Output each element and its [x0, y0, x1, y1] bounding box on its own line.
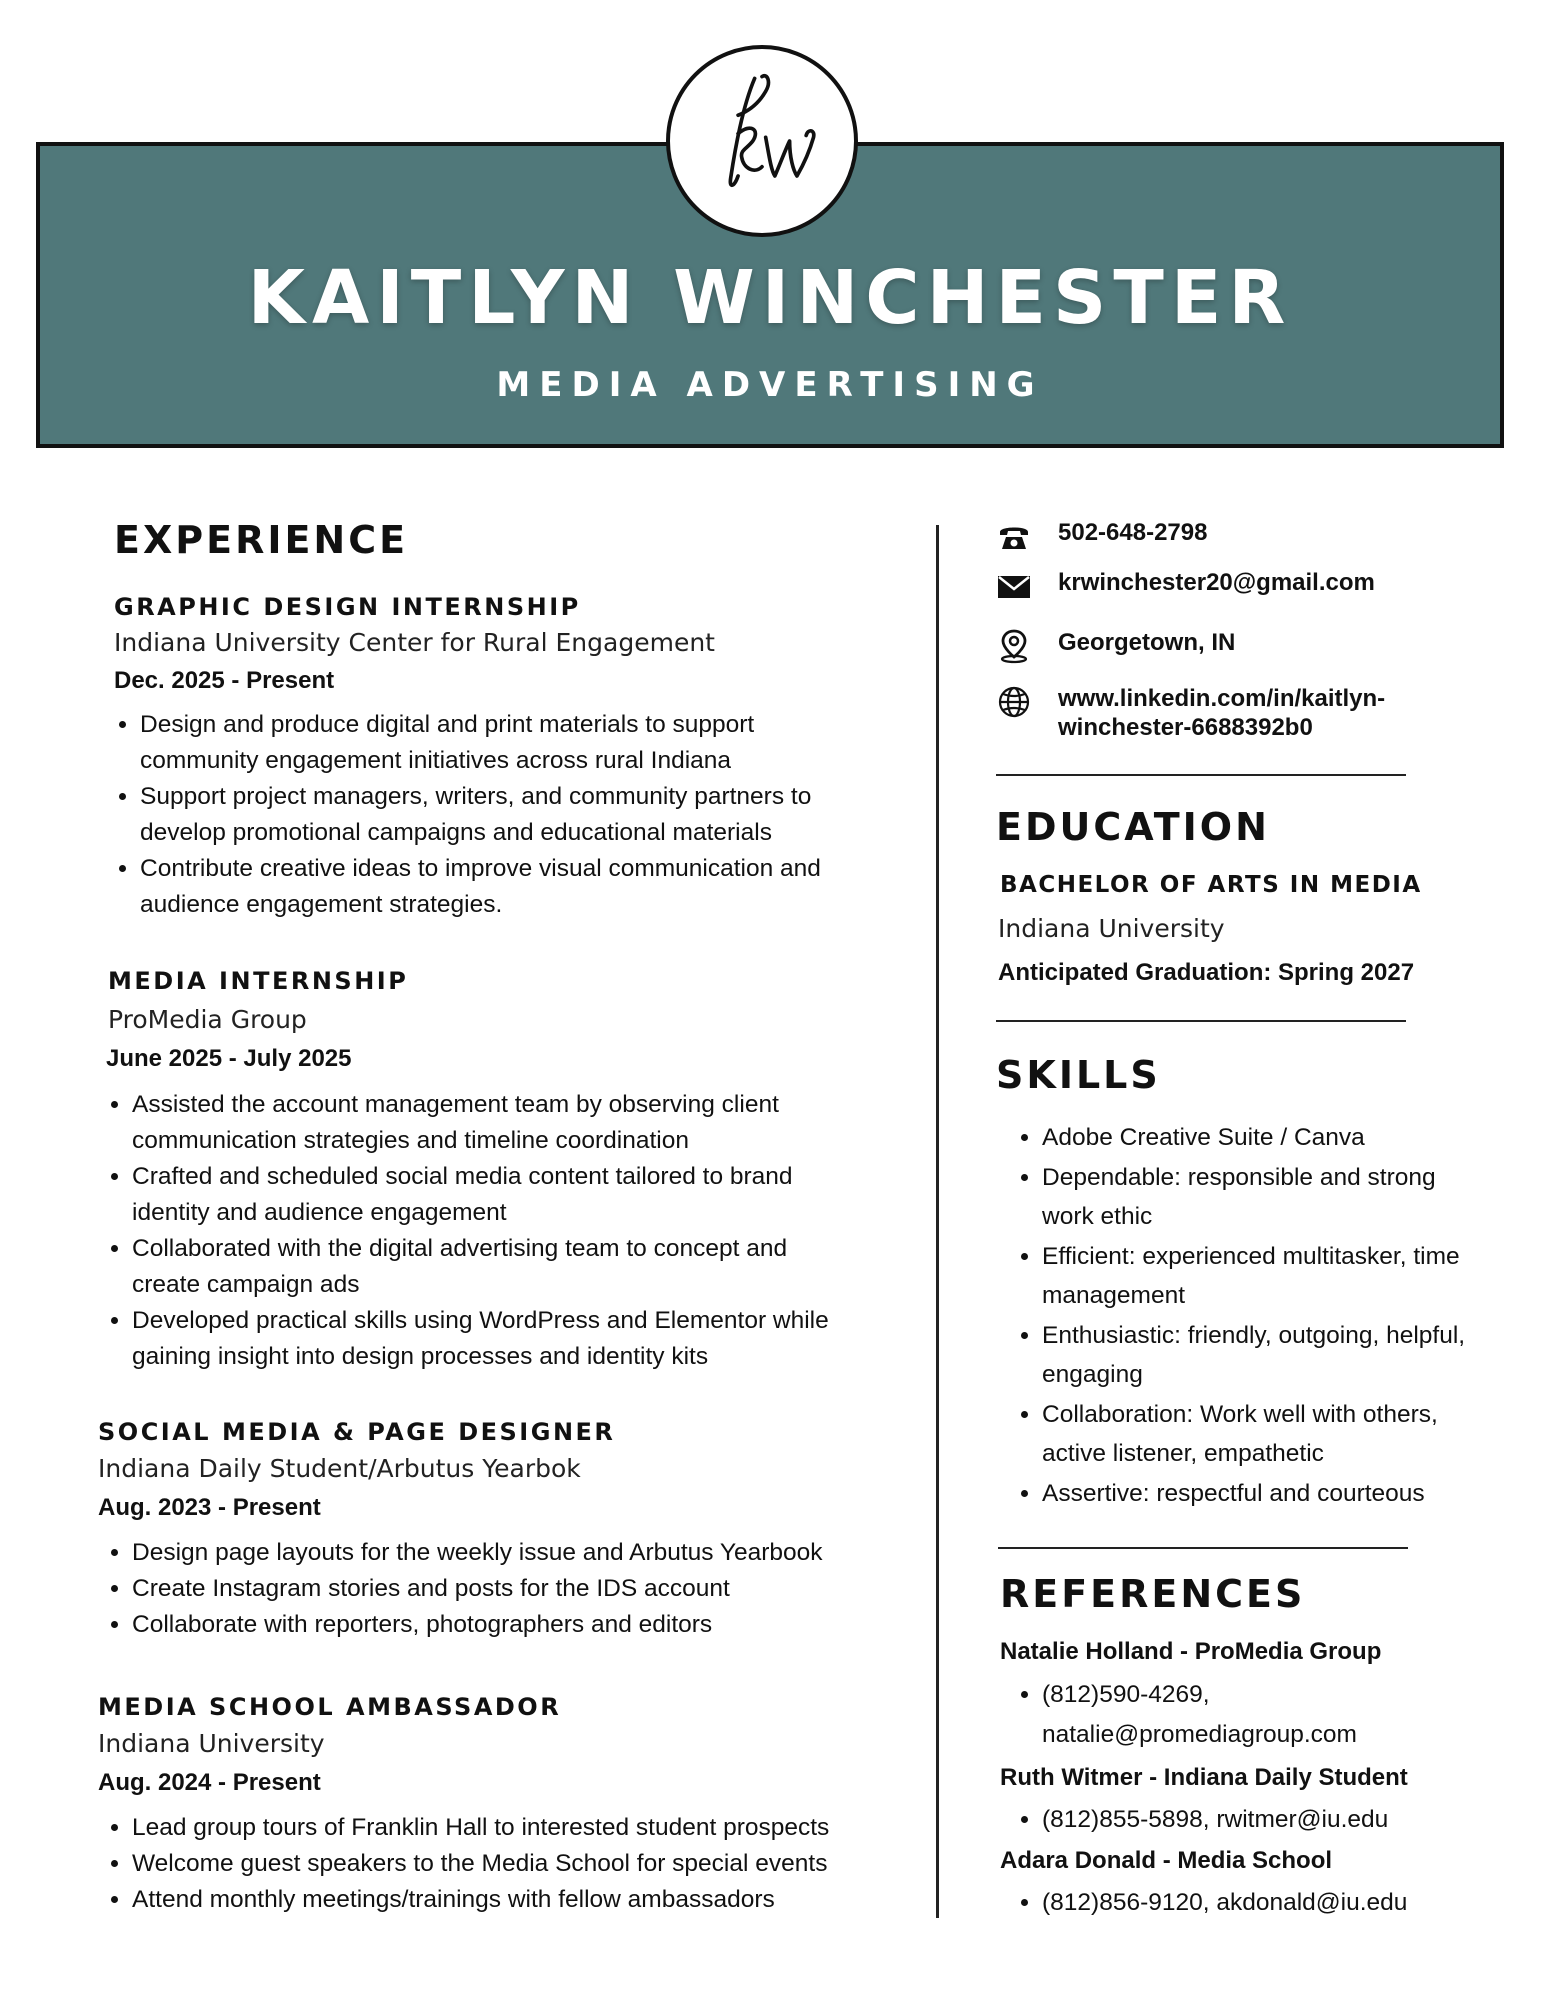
skills-heading: SKILLS: [996, 1053, 1161, 1097]
list-item: • (812)590-4269, natalie@promediagroup.com: [1042, 1675, 1442, 1754]
list-item: • Crafted and scheduled social media content tailored to brand identity and audience engagement: [132, 1159, 852, 1231]
contact-location: [996, 628, 1398, 664]
education-heading: EDUCATION: [996, 805, 1270, 849]
linkedin-url[interactable]: www.linkedin.com/in/kaitlyn-winchester-6688392b0: [1058, 685, 1386, 741]
list-item: • Assisted the account management team by observing client communication strategies and timeline coordination: [132, 1087, 852, 1159]
graduation-date: Anticipated Graduation: Spring 2027: [998, 959, 1415, 986]
monogram-logo: [666, 45, 858, 237]
references-heading: REFERENCES: [1000, 1572, 1306, 1616]
degree: BACHELOR OF ARTS IN MEDIA: [1000, 872, 1422, 898]
email-address[interactable]: krwinchester20@gmail.com: [1058, 569, 1375, 596]
mail-icon: [996, 568, 1032, 604]
list-item: • Efficient: experienced multitasker, time management: [1042, 1237, 1482, 1316]
contact-website: [996, 684, 1398, 742]
list-item: • Attend monthly meetings/trainings with fellow ambassadors: [132, 1882, 892, 1918]
reference-contact-list: [1016, 1675, 1442, 1754]
section-divider: [998, 1547, 1408, 1549]
job-dates: Aug. 2024 - Present: [98, 1769, 321, 1796]
job-organization: ProMedia Group: [108, 1005, 307, 1034]
job-dates: Aug. 2023 - Present: [98, 1494, 321, 1521]
list-item: • (812)856-9120, akdonald@iu.edu: [1042, 1883, 1462, 1923]
job-organization: Indiana University Center for Rural Engagement: [114, 628, 715, 657]
job-bullets: [106, 1535, 892, 1643]
school-name: Indiana University: [998, 914, 1225, 943]
section-divider: [996, 774, 1406, 776]
job-bullets: [114, 707, 860, 923]
experience-heading: EXPERIENCE: [114, 518, 409, 562]
globe-icon: [996, 684, 1032, 720]
job-title: GRAPHIC DESIGN INTERNSHIP: [114, 593, 581, 621]
contact-phone: [996, 518, 1398, 554]
job-dates: June 2025 - July 2025: [106, 1045, 352, 1072]
list-item: • Collaborate with reporters, photographers and editors: [132, 1607, 892, 1643]
list-item: • Contribute creative ideas to improve visual communication and audience engagement strategies.: [140, 851, 860, 923]
list-item: • Design page layouts for the weekly issue and Arbutus Yearbook: [132, 1535, 892, 1571]
list-item: • (812)855-5898, rwitmer@iu.edu: [1042, 1800, 1462, 1840]
monogram-script-svg: [670, 49, 854, 233]
reference-contact-list: [1016, 1883, 1462, 1923]
reference-name: Ruth Witmer - Indiana Daily Student: [1000, 1764, 1408, 1791]
list-item: • Design and produce digital and print materials to support community engagement initiatives across rural Indiana: [140, 707, 860, 779]
phone-number[interactable]: 502-648-2798: [1058, 519, 1208, 546]
job-organization: Indiana Daily Student/Arbutus Yearbok: [98, 1454, 581, 1483]
location-pin-icon: [996, 628, 1032, 664]
list-item: • Lead group tours of Franklin Hall to interested student prospects: [132, 1810, 892, 1846]
list-item: • Welcome guest speakers to the Media School for special events: [132, 1846, 892, 1882]
job-dates: Dec. 2025 - Present: [114, 667, 335, 694]
list-item: • Create Instagram stories and posts for the IDS account: [132, 1571, 892, 1607]
section-divider: [996, 1020, 1406, 1022]
location: Georgetown, IN: [1058, 629, 1236, 656]
reference-contact-list: [1016, 1800, 1462, 1840]
job-bullets: [106, 1087, 852, 1375]
candidate-name: KAITLYN WINCHESTER: [247, 255, 1293, 341]
job-bullets: [106, 1810, 892, 1918]
reference-name: Adara Donald - Media School: [1000, 1847, 1333, 1874]
list-item: • Collaborated with the digital advertising team to concept and create campaign ads: [132, 1231, 852, 1303]
contact-email: [996, 568, 1398, 604]
list-item: • Support project managers, writers, and community partners to develop promotional campaigns and educational materials: [140, 779, 860, 851]
list-item: • Collaboration: Work well with others, active listener, empathetic: [1042, 1395, 1482, 1474]
list-item: • Dependable: responsible and strong work ethic: [1042, 1158, 1482, 1237]
list-item: • Adobe Creative Suite / Canva: [1042, 1118, 1482, 1158]
list-item: • Developed practical skills using WordPress and Elementor while gaining insight into design processes and identity kits: [132, 1303, 852, 1375]
job-organization: Indiana University: [98, 1729, 325, 1758]
job-title: MEDIA SCHOOL AMBASSADOR: [98, 1693, 562, 1721]
candidate-title: MEDIA ADVERTISING: [496, 365, 1044, 405]
job-title: SOCIAL MEDIA & PAGE DESIGNER: [98, 1418, 616, 1446]
list-item: • Assertive: respectful and courteous: [1042, 1474, 1482, 1514]
reference-name: Natalie Holland - ProMedia Group: [1000, 1638, 1382, 1665]
skills-list: [1016, 1118, 1482, 1513]
list-item: • Enthusiastic: friendly, outgoing, helpful, engaging: [1042, 1316, 1482, 1395]
job-title: MEDIA INTERNSHIP: [108, 967, 409, 995]
column-divider: [936, 525, 939, 1918]
phone-icon: [996, 518, 1032, 554]
